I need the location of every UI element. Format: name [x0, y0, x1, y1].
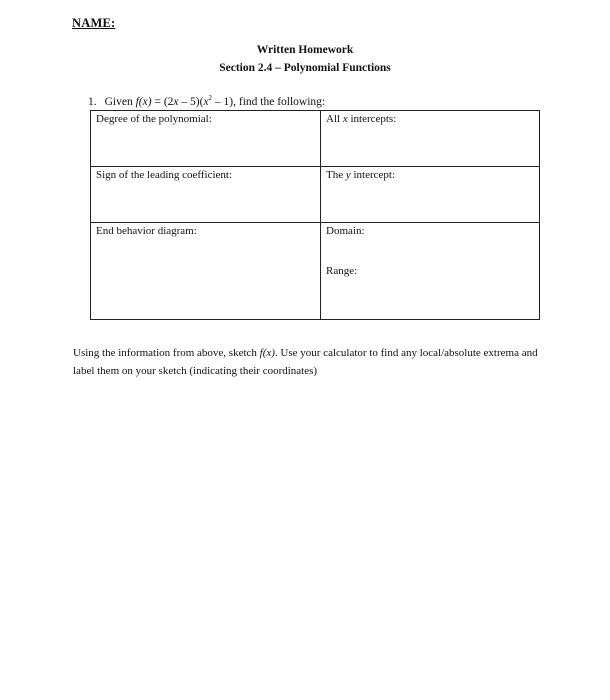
question-given: Given — [104, 96, 133, 108]
page-title: Written Homework — [256, 44, 354, 56]
y-intercept-cell[interactable] — [321, 167, 540, 223]
equation-part: = (2 — [151, 96, 174, 108]
section-title: Section 2.4 – Polynomial Functions — [219, 62, 391, 74]
variable-x: x — [173, 96, 179, 108]
leading-coefficient-cell[interactable] — [91, 167, 321, 223]
question-suffix: , find the following: — [233, 96, 326, 108]
function-name: f(x) — [259, 347, 275, 359]
y-intercept-label: The y intercept: — [326, 169, 396, 181]
name-label: NAME: — [72, 16, 116, 30]
domain-range-cell[interactable] — [321, 223, 540, 320]
question-number: 1. — [88, 96, 97, 108]
leading-coefficient-label: Sign of the leading coefficient: — [96, 169, 233, 181]
question-1 — [88, 94, 325, 108]
degree-cell[interactable] — [91, 111, 321, 167]
x-intercepts-label: All x intercepts: — [326, 113, 397, 125]
domain-label: Domain: — [326, 225, 365, 237]
range-label: Range: — [326, 265, 358, 277]
end-behavior-cell[interactable] — [91, 223, 321, 320]
equation-part: – 5)( — [178, 96, 204, 108]
x-intercepts-cell[interactable] — [321, 111, 540, 167]
degree-label: Degree of the polynomial: — [96, 113, 212, 125]
equation-part: – 1) — [212, 96, 234, 108]
answer-table — [90, 110, 540, 320]
function-name: f(x) — [135, 96, 152, 108]
end-behavior-label: End behavior diagram: — [96, 225, 197, 237]
variable-x: x — [203, 96, 209, 108]
exponent: 2 — [208, 94, 213, 102]
sketch-instruction: Using the information from above, sketch f(x). Use your calculator to find any local/absolute extrema and label them on your sketch (indicating their coordinates) — [73, 347, 538, 377]
